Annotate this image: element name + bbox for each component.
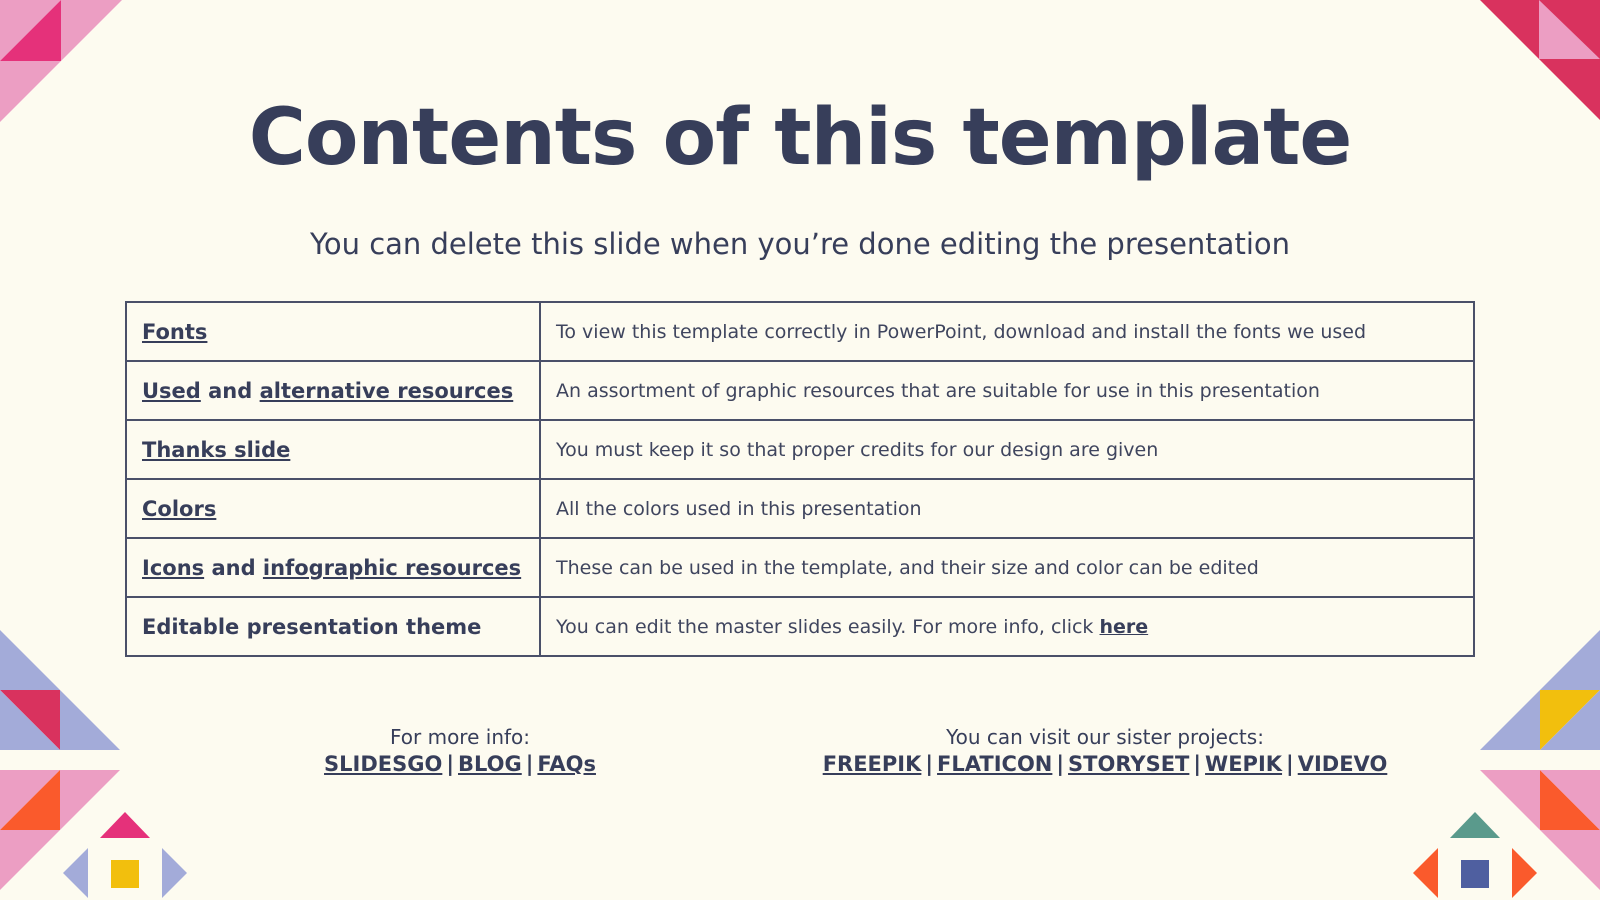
row-heading — [126, 597, 540, 656]
blog-link[interactable]: BLOG — [458, 752, 522, 776]
icons-link[interactable]: Icons — [142, 555, 205, 580]
row-description: You must keep it so that proper credits for our design are given — [540, 420, 1474, 479]
videvo-link[interactable]: VIDEVO — [1297, 752, 1388, 776]
freepik-link[interactable]: FREEPIK — [822, 752, 922, 776]
row-description-text: You can edit the master slides easily. For more info, click — [556, 615, 1100, 638]
row-heading-joiner: and — [204, 555, 263, 580]
row-heading — [126, 420, 540, 479]
link-separator: | — [525, 752, 534, 776]
page-subtitle: You can delete this slide when you’re done editing the presentation — [309, 227, 1290, 261]
table-row — [126, 361, 1474, 420]
more-info-label: For more info: — [389, 725, 531, 749]
fonts-link[interactable]: Fonts — [142, 319, 208, 344]
used-resources-link[interactable]: Used — [142, 378, 201, 403]
row-heading — [126, 538, 540, 597]
colors-link[interactable]: Colors — [142, 496, 217, 521]
slidesgo-link[interactable]: SLIDESGO — [324, 752, 443, 776]
row-description: These can be used in the template, and their size and color can be edited — [540, 538, 1474, 597]
row-description: An assortment of graphic resources that are suitable for use in this presentation — [540, 361, 1474, 420]
row-heading-joiner: and — [200, 378, 260, 403]
table-row — [126, 479, 1474, 538]
faqs-link[interactable]: FAQs — [537, 752, 596, 776]
footer-more-info — [300, 724, 620, 778]
row-description — [540, 597, 1474, 656]
page-title: Contents of this template — [248, 93, 1352, 183]
infographic-resources-link[interactable]: infographic resources — [262, 555, 522, 580]
row-heading — [126, 361, 540, 420]
editable-theme-label: Editable presentation theme — [142, 614, 482, 639]
row-heading — [126, 302, 540, 361]
sister-projects-links — [780, 750, 1430, 778]
storyset-link[interactable]: STORYSET — [1068, 752, 1190, 776]
thanks-slide-link[interactable]: Thanks slide — [142, 437, 291, 462]
table-row — [126, 420, 1474, 479]
bottom-right-decoration — [1413, 630, 1600, 898]
more-info-links — [300, 750, 620, 778]
table-row — [126, 302, 1474, 361]
contents-table — [125, 301, 1475, 657]
table-row — [126, 597, 1474, 656]
sister-projects-label: You can visit our sister projects: — [946, 725, 1264, 749]
flaticon-link[interactable]: FLATICON — [937, 752, 1053, 776]
row-heading — [126, 479, 540, 538]
link-separator: | — [1286, 752, 1294, 776]
link-separator: | — [446, 752, 455, 776]
here-link[interactable]: here — [1099, 615, 1149, 638]
alternative-resources-link[interactable]: alternative resources — [259, 378, 514, 403]
footer-sister-projects — [780, 724, 1430, 778]
row-description: All the colors used in this presentation — [540, 479, 1474, 538]
link-separator: | — [1056, 752, 1065, 776]
wepik-link[interactable]: WEPIK — [1205, 752, 1283, 776]
table-row — [126, 538, 1474, 597]
link-separator: | — [925, 752, 934, 776]
bottom-left-decoration — [0, 630, 187, 898]
row-description: To view this template correctly in PowerPoint, download and install the fonts we used — [540, 302, 1474, 361]
link-separator: | — [1193, 752, 1202, 776]
